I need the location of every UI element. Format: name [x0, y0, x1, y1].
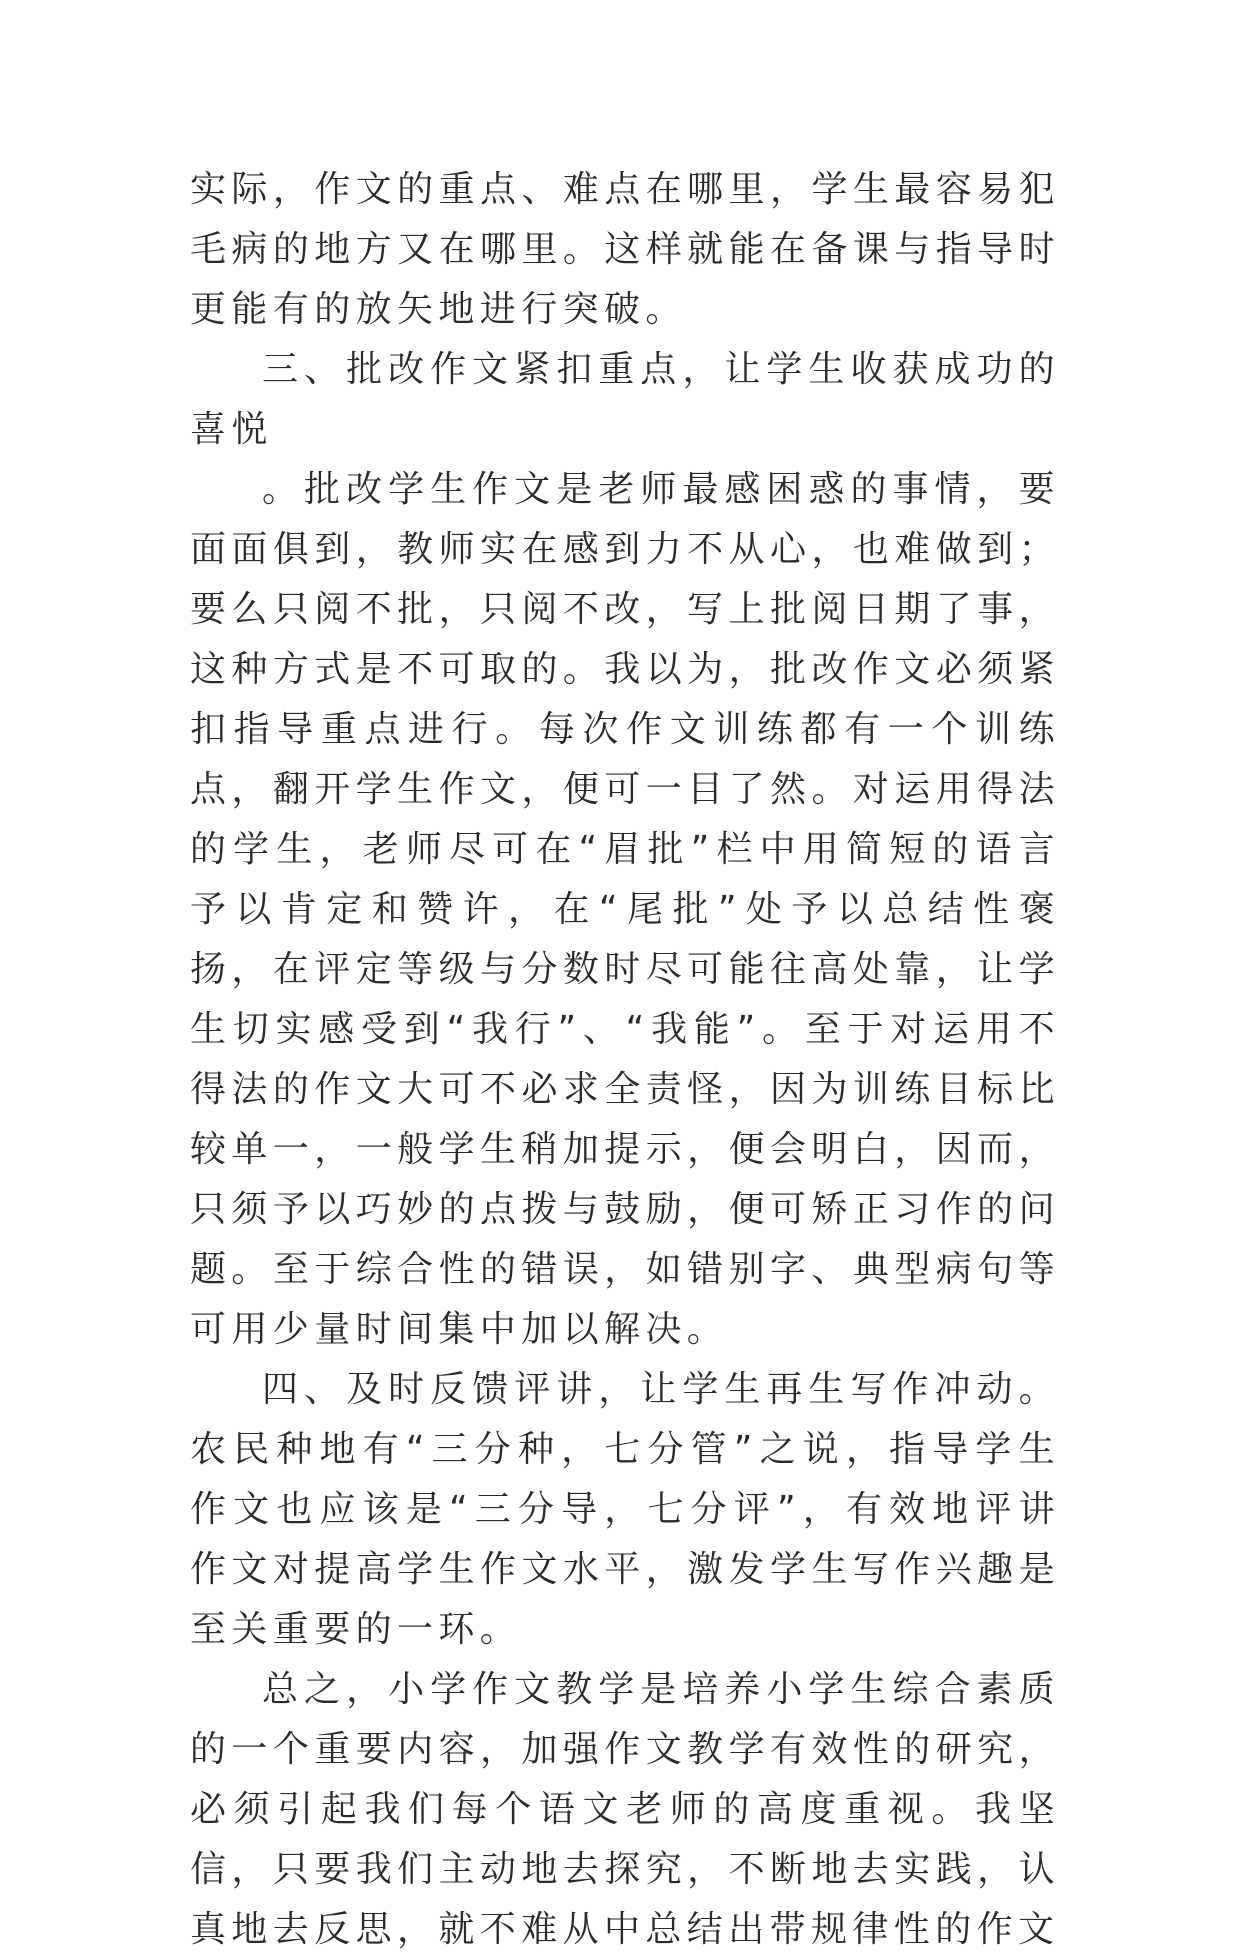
paragraph-4: 四、及时反馈评讲，让学生再生写作冲动。农民种地有“三分种，七分管”之说，指导学生作文也应该是“三分导，七分评”，有效地评讲作文对提高学生作文水平，激发学生写作兴趣是至关重要的一环。 [190, 1369, 1060, 1650]
paragraph-5: 总之，小学作文教学是培养小学生综合素质的一个重要内容，加强作文教学有效性的研究，必须引起我们每个语文老师的高度重视。我坚信，只要我们主动地去探究，不断地去实践，认真地去反思，就不难从中总结出带规律性的作文 [190, 1669, 1060, 1950]
paragraph-3: 。批改学生作文是老师最感困惑的事情，要面面俱到，教师实在感到力不从心，也难做到；要么只阅不批，只阅不改，写上批阅日期了事，这种方式是不可取的。我以为，批改作文必须紧扣指导重点进行。每次作文训练都有一个训练点，翻开学生作文，便可一目了然。对运用得法的学生，老师尽可在“眉批”栏中用简短的语言予以肯定和赞许，在“尾批”处予以总结性褒扬，在评定等级与分数时尽可能往高处靠，让学生切实感受到“我行”、“我能”。至于对运用不得法的作文大可不必求全责怪，因为训练目标比较单一，一般学生稍加提示，便会明白，因而，只须予以巧妙的点拨与鼓励，便可矫正习作的问题。至于综合性的错误，如错别字、典型病句等可用少量时间集中加以解决。 [190, 469, 1060, 1350]
document-body [190, 160, 1060, 1960]
paragraph-1: 实际，作文的重点、难点在哪里，学生最容易犯毛病的地方又在哪里。这样就能在备课与指导时更能有的放矢地进行突破。 [190, 169, 1060, 330]
section-heading-3: 三、批改作文紧扣重点，让学生收获成功的喜悦 [190, 349, 1060, 450]
